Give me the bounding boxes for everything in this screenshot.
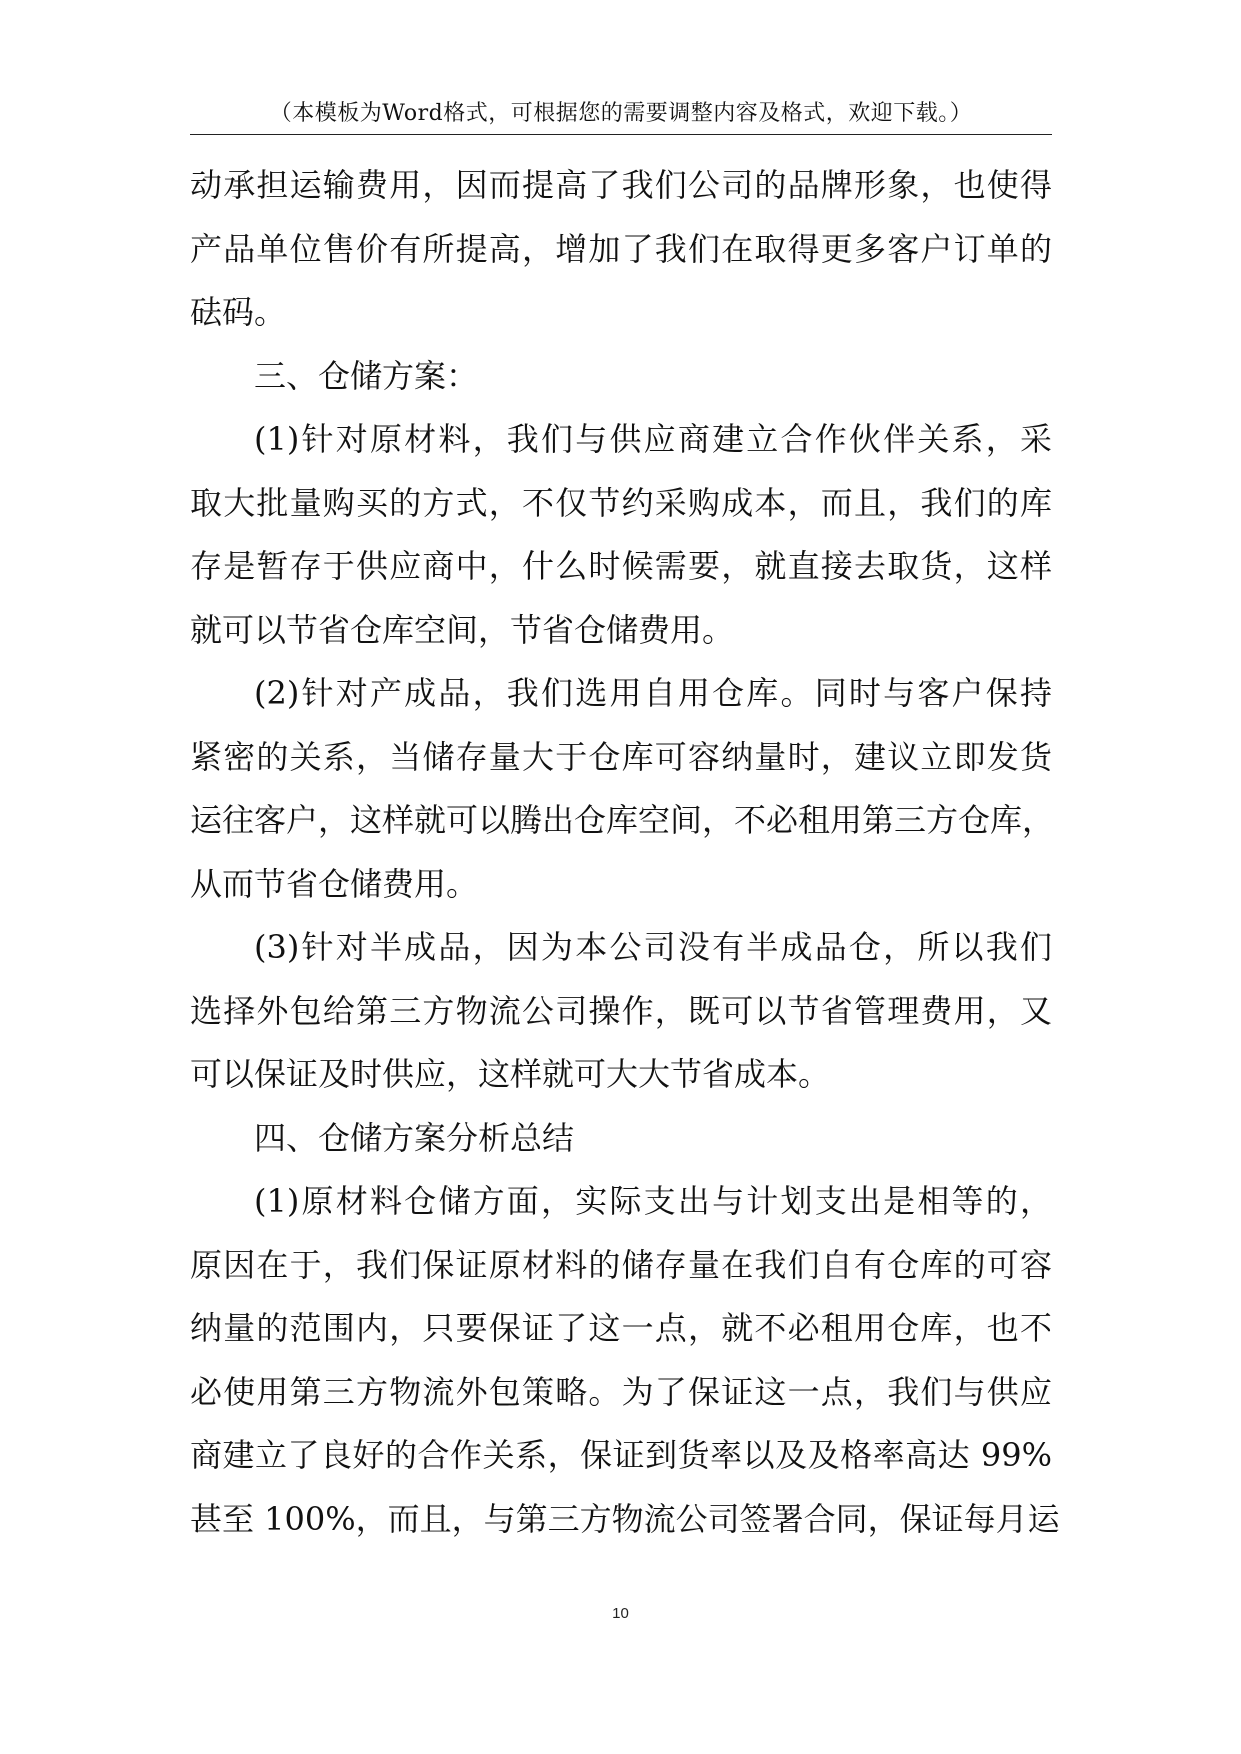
text-line: (2)针对产成品，我们选用自用仓库。同时与客户保持 bbox=[254, 674, 1052, 712]
text-line: 甚至 100%，而且，与第三方物流公司签署合同，保证每月运 bbox=[190, 1499, 1060, 1538]
text-line: 纳量的范围内，只要保证了这一点，就不必租用仓库，也不 bbox=[190, 1309, 1052, 1347]
text-line: 取大批量购买的方式，不仅节约采购成本，而且，我们的库 bbox=[190, 483, 1052, 522]
text-line: 四、仓储方案分析总结 bbox=[254, 1118, 575, 1157]
text-line: 必使用第三方物流外包策略。为了保证这一点，我们与供应 bbox=[190, 1372, 1052, 1411]
text-line: 动承担运输费用，因而提高了我们公司的品牌形象，也使得 bbox=[190, 166, 1052, 204]
body-text bbox=[190, 154, 1060, 1551]
text-line: (1)针对原材料，我们与供应商建立合作伙伴关系，采 bbox=[254, 420, 1052, 458]
header-note: （本模板为Word格式，可根据您的需要调整内容及格式，欢迎下载。） bbox=[269, 101, 973, 126]
text-line: 运往客户，这样就可以腾出仓库空间，不必租用第三方仓库， bbox=[190, 801, 1055, 839]
text-line: 产品单位售价有所提高，增加了我们在取得更多客户订单的 bbox=[190, 229, 1052, 268]
text-line: 紧密的关系，当储存量大于仓库可容纳量时，建议立即发货 bbox=[190, 737, 1052, 776]
text-line: 可以保证及时供应，这样就可大大节省成本。 bbox=[190, 1055, 831, 1093]
text-line: 砝码。 bbox=[190, 293, 287, 331]
text-line: 商建立了良好的合作关系，保证到货率以及及格率高达 99% bbox=[190, 1436, 1052, 1474]
text-line: 从而节省仓储费用。 bbox=[190, 864, 479, 903]
text-line: 三、仓储方案： bbox=[254, 356, 479, 395]
page-number: 10 bbox=[612, 1605, 629, 1622]
text-line: (1)原材料仓储方面，实际支出与计划支出是相等的， bbox=[254, 1182, 1052, 1220]
text-line: 原因在于，我们保证原材料的储存量在我们自有仓库的可容 bbox=[190, 1245, 1052, 1284]
text-line: 就可以节省仓库空间，节省仓储费用。 bbox=[190, 610, 735, 649]
text-line: 选择外包给第三方物流公司操作，既可以节省管理费用，又 bbox=[190, 991, 1052, 1030]
header-divider bbox=[190, 134, 1052, 135]
text-line: 存是暂存于供应商中，什么时候需要，就直接去取货，这样 bbox=[190, 547, 1052, 585]
text-line: (3)针对半成品，因为本公司没有半成品仓，所以我们 bbox=[254, 928, 1052, 966]
